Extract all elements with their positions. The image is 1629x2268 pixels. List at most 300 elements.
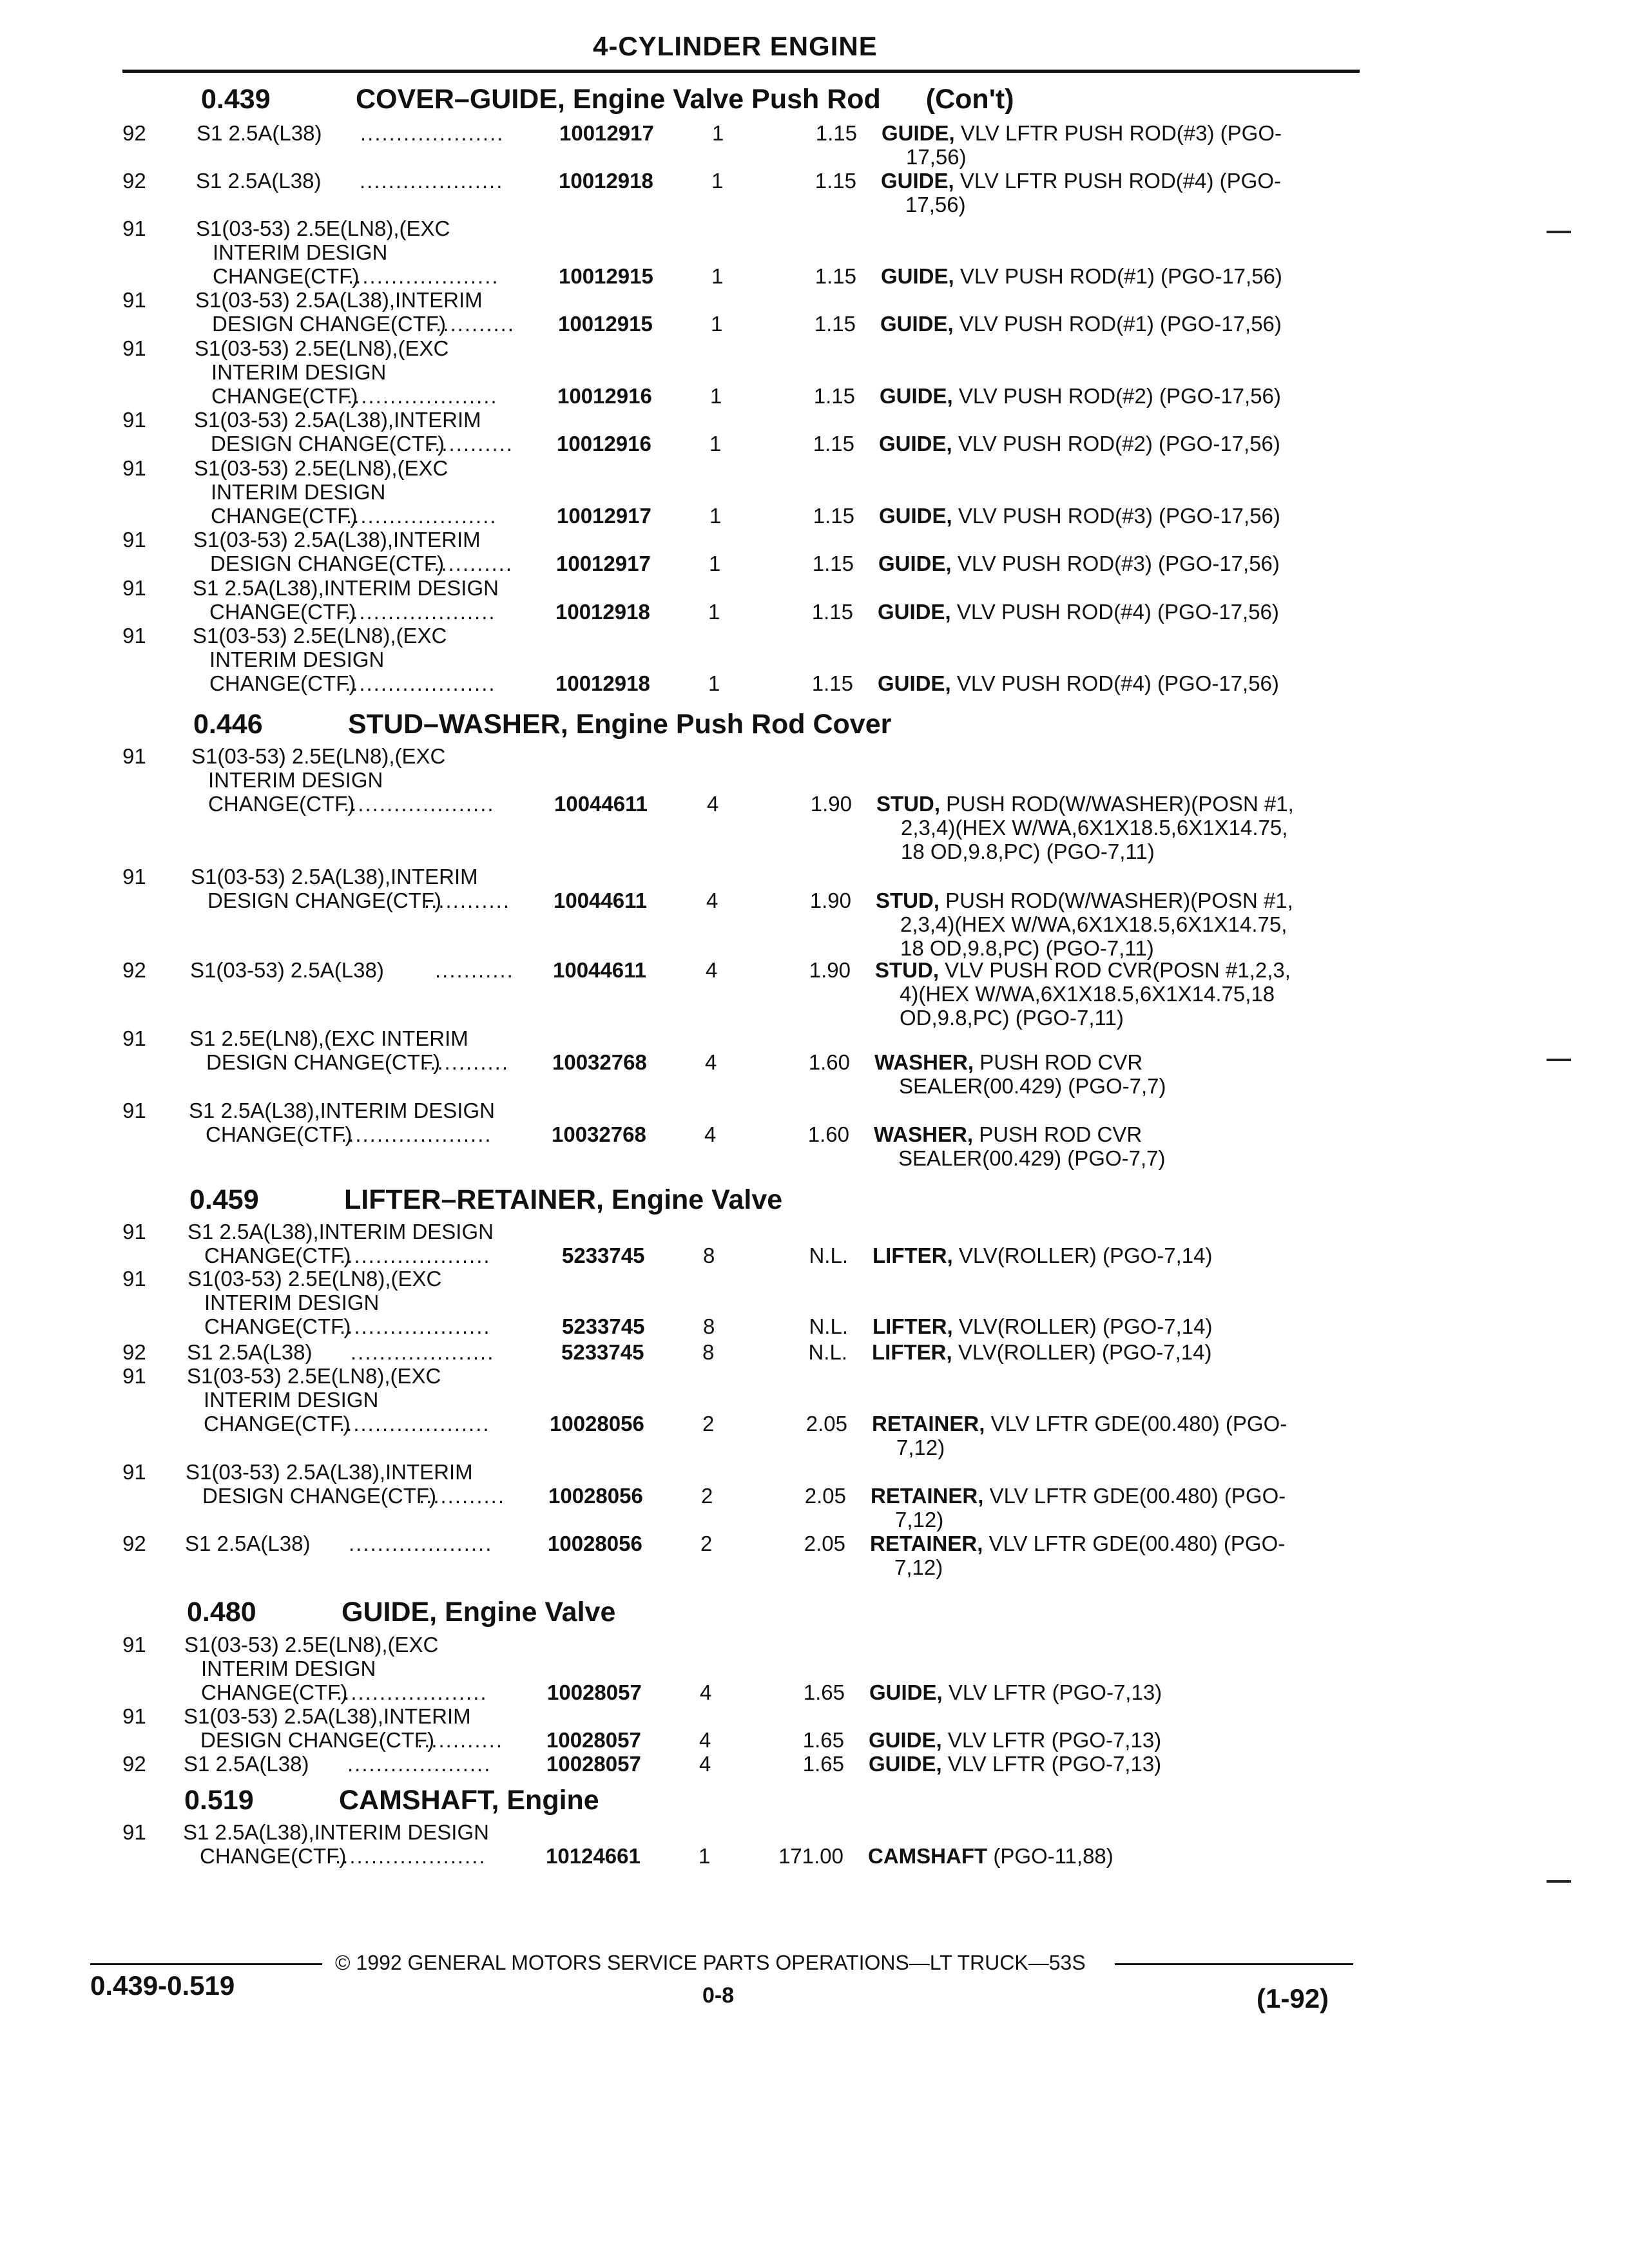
part-name: GUIDE, bbox=[878, 552, 952, 575]
footer-page-number: 0-8 bbox=[702, 1983, 735, 2008]
description-line: CHANGE(CTF) bbox=[204, 1412, 351, 1436]
part-detail: PUSH ROD(W/WASHER)(POSN #1, bbox=[945, 889, 1293, 912]
part-name: STUD, bbox=[876, 792, 940, 816]
part-description-line: SEALER(00.429) (PGO-7,7) bbox=[898, 1146, 1166, 1170]
description-line: S1 2.5A(L38),INTERIM DESIGN bbox=[189, 1099, 495, 1122]
description-line: CHANGE(CTF) bbox=[209, 671, 356, 695]
part-number: 5233745 bbox=[561, 1340, 644, 1364]
description-line: S1(03-53) 2.5A(L38),INTERIM bbox=[194, 408, 481, 432]
part-detail: VLV(ROLLER) (PGO-7,14) bbox=[958, 1314, 1213, 1338]
section-title: CAMSHAFT, Engine bbox=[339, 1785, 599, 1816]
part-description bbox=[872, 1314, 1213, 1338]
unit-price: 1.15 bbox=[815, 264, 856, 288]
part-description-line bbox=[876, 792, 1294, 816]
part-description bbox=[876, 889, 1293, 960]
part-detail: VLV LFTR (PGO-7,13) bbox=[947, 1752, 1162, 1776]
part-description bbox=[879, 504, 1280, 528]
usage-code: 91 bbox=[122, 216, 146, 240]
part-name: GUIDE, bbox=[869, 1752, 942, 1776]
application-description bbox=[196, 169, 321, 193]
part-description-line bbox=[880, 384, 1281, 408]
part-number: 10044611 bbox=[554, 889, 648, 912]
description-line: S1 2.5E(LN8),(EXC INTERIM bbox=[189, 1026, 468, 1050]
section-number: 0.459 bbox=[189, 1184, 259, 1215]
description-line: S1 2.5A(L38) bbox=[185, 1532, 311, 1555]
part-description-line bbox=[869, 1680, 1162, 1704]
part-detail: VLV PUSH ROD(#1) (PGO-17,56) bbox=[959, 312, 1282, 336]
part-detail: (PGO-11,88) bbox=[993, 1844, 1113, 1868]
part-description bbox=[869, 1680, 1162, 1704]
section-title: LIFTER–RETAINER, Engine Valve bbox=[344, 1184, 783, 1215]
part-name: GUIDE, bbox=[879, 504, 952, 528]
leader-dots: ........... bbox=[435, 958, 514, 982]
description-line: CHANGE(CTF) bbox=[211, 504, 358, 528]
usage-code: 91 bbox=[122, 1220, 146, 1244]
application-description bbox=[187, 1340, 312, 1364]
part-detail: VLV LFTR GDE(00.480) (PGO- bbox=[988, 1532, 1286, 1555]
leader-dots: ............ bbox=[429, 312, 516, 336]
part-detail: VLV PUSH ROD(#2) (PGO-17,56) bbox=[958, 384, 1281, 408]
usage-code: 91 bbox=[122, 1460, 146, 1484]
quantity: 4 bbox=[704, 1122, 717, 1146]
part-description-line bbox=[880, 312, 1282, 336]
part-description bbox=[872, 1340, 1212, 1364]
part-description-line bbox=[878, 600, 1279, 624]
part-description-line: 2,3,4)(HEX W/WA,6X1X18.5,6X1X14.75, bbox=[900, 912, 1287, 936]
quantity: 4 bbox=[699, 1728, 711, 1752]
description-line: DESIGN CHANGE(CTF) bbox=[202, 1484, 436, 1508]
unit-price: 1.15 bbox=[812, 552, 854, 575]
usage-code: 91 bbox=[122, 1364, 146, 1388]
part-description bbox=[878, 552, 1280, 575]
unit-price: 2.05 bbox=[804, 1532, 845, 1555]
description-line: S1(03-53) 2.5E(LN8),(EXC bbox=[184, 1633, 439, 1657]
part-detail: VLV LFTR PUSH ROD(#4) (PGO- bbox=[959, 169, 1281, 193]
part-description bbox=[881, 169, 1281, 216]
section-title: STUD–WASHER, Engine Push Rod Cover bbox=[348, 709, 892, 740]
leader-dots: ..................... bbox=[341, 1122, 492, 1146]
part-number: 5233745 bbox=[562, 1314, 645, 1338]
description-line: CHANGE(CTF) bbox=[204, 1244, 351, 1267]
quantity: 4 bbox=[705, 1050, 717, 1074]
unit-price: 1.15 bbox=[813, 432, 854, 456]
page-title: 4-CYLINDER ENGINE bbox=[593, 31, 878, 61]
quantity: 2 bbox=[700, 1532, 713, 1555]
leader-dots: ............ bbox=[423, 1050, 510, 1074]
description-line: S1 2.5A(L38) bbox=[187, 1340, 313, 1364]
part-number: 10012917 bbox=[556, 552, 651, 575]
part-description-line bbox=[881, 169, 1281, 193]
part-number: 10032768 bbox=[552, 1050, 647, 1074]
leader-dots: .................... bbox=[349, 1532, 493, 1555]
usage-code: 92 bbox=[122, 1532, 146, 1555]
leader-dots: ............ bbox=[419, 1484, 506, 1508]
description-line: INTERIM DESIGN bbox=[211, 480, 386, 504]
part-description bbox=[876, 792, 1294, 863]
part-detail: PUSH ROD(W/WASHER)(POSN #1, bbox=[946, 792, 1294, 816]
part-name: STUD, bbox=[875, 958, 939, 982]
description-line: S1 2.5A(L38) bbox=[184, 1752, 309, 1776]
part-detail: VLV LFTR GDE(00.480) (PGO- bbox=[989, 1484, 1286, 1508]
description-line: S1(03-53) 2.5E(LN8),(EXC bbox=[194, 456, 448, 480]
unit-price: 1.15 bbox=[814, 312, 856, 336]
leader-dots: ..................... bbox=[345, 671, 496, 695]
part-description-line bbox=[872, 1244, 1213, 1267]
leader-dots: ..................... bbox=[336, 1680, 488, 1704]
usage-code: 92 bbox=[122, 121, 146, 145]
quantity: 1 bbox=[708, 671, 720, 695]
description-line: DESIGN CHANGE(CTF) bbox=[210, 552, 444, 575]
description-line: CHANGE(CTF) bbox=[213, 264, 360, 288]
unit-price: 1.15 bbox=[813, 504, 854, 528]
part-name: LIFTER, bbox=[872, 1340, 952, 1364]
part-number: 10032768 bbox=[552, 1122, 646, 1146]
description-line: S1(03-53) 2.5A(L38),INTERIM bbox=[191, 865, 478, 889]
part-detail: VLV PUSH ROD CVR(POSN #1,2,3, bbox=[945, 958, 1291, 982]
description-line: DESIGN CHANGE(CTF) bbox=[211, 432, 445, 456]
leader-dots: ..................... bbox=[348, 264, 499, 288]
description-line: INTERIM DESIGN bbox=[208, 768, 383, 792]
part-number: 10012918 bbox=[555, 600, 650, 624]
part-name: WASHER, bbox=[874, 1122, 974, 1146]
part-number: 10012918 bbox=[555, 671, 650, 695]
part-detail: VLV(ROLLER) (PGO-7,14) bbox=[958, 1244, 1213, 1267]
application-description bbox=[184, 1752, 309, 1776]
part-name: GUIDE, bbox=[881, 264, 954, 288]
part-description-line bbox=[879, 504, 1280, 528]
description-line: S1(03-53) 2.5A(L38),INTERIM bbox=[195, 288, 483, 312]
part-description-line bbox=[869, 1752, 1161, 1776]
part-description-line: 4)(HEX W/WA,6X1X18.5,6X1X14.75,18 bbox=[900, 982, 1275, 1006]
part-number: 10028057 bbox=[546, 1728, 641, 1752]
description-line: CHANGE(CTF) bbox=[211, 384, 358, 408]
part-name: STUD, bbox=[876, 889, 940, 912]
usage-code: 91 bbox=[122, 1633, 146, 1657]
description-line: S1 2.5A(L38) bbox=[196, 169, 322, 193]
description-line: S1 2.5A(L38),INTERIM DESIGN bbox=[188, 1220, 494, 1244]
part-detail: VLV PUSH ROD(#1) (PGO-17,56) bbox=[959, 264, 1282, 288]
unit-price: 1.65 bbox=[802, 1752, 844, 1776]
description-line: INTERIM DESIGN bbox=[204, 1291, 380, 1314]
part-detail: VLV PUSH ROD(#3) (PGO-17,56) bbox=[958, 504, 1280, 528]
part-number: 10028056 bbox=[548, 1484, 643, 1508]
part-description bbox=[870, 1532, 1285, 1579]
unit-price: N.L. bbox=[809, 1244, 848, 1267]
description-line: INTERIM DESIGN bbox=[213, 240, 388, 264]
leader-dots: ..................... bbox=[339, 1412, 490, 1436]
part-description bbox=[874, 1122, 1166, 1170]
part-description-line bbox=[878, 552, 1280, 575]
part-name: GUIDE, bbox=[881, 169, 954, 193]
usage-code: 92 bbox=[122, 958, 146, 982]
part-number: 10012916 bbox=[557, 384, 652, 408]
part-number: 10012915 bbox=[558, 312, 653, 336]
part-number: 10012916 bbox=[557, 432, 651, 456]
application-description bbox=[190, 958, 384, 982]
part-name: GUIDE, bbox=[880, 384, 953, 408]
usage-code: 91 bbox=[122, 865, 146, 889]
part-detail: VLV PUSH ROD(#4) (PGO-17,56) bbox=[956, 600, 1279, 624]
leader-dots: ............ bbox=[424, 889, 511, 912]
part-description-line: 18 OD,9.8,PC) (PGO-7,11) bbox=[901, 840, 1155, 863]
unit-price: 1.60 bbox=[808, 1050, 850, 1074]
section-header bbox=[201, 84, 1014, 115]
part-description-line bbox=[870, 1532, 1285, 1555]
part-name: LIFTER, bbox=[872, 1244, 953, 1267]
quantity: 1 bbox=[710, 384, 722, 408]
unit-price: 1.60 bbox=[807, 1122, 849, 1146]
part-detail: VLV PUSH ROD(#2) (PGO-17,56) bbox=[958, 432, 1280, 456]
part-description bbox=[875, 958, 1291, 1030]
quantity: 1 bbox=[699, 1844, 711, 1868]
description-line: DESIGN CHANGE(CTF) bbox=[212, 312, 446, 336]
section-header bbox=[189, 1184, 782, 1216]
section-header bbox=[193, 709, 891, 740]
unit-price: 1.15 bbox=[813, 384, 855, 408]
quantity: 8 bbox=[703, 1314, 715, 1338]
description-line: S1(03-53) 2.5A(L38),INTERIM bbox=[193, 528, 481, 552]
part-name: RETAINER, bbox=[871, 1484, 984, 1508]
description-line: CHANGE(CTF) bbox=[201, 1680, 348, 1704]
part-description bbox=[872, 1412, 1287, 1459]
description-line: INTERIM DESIGN bbox=[209, 648, 385, 671]
usage-code: 91 bbox=[122, 456, 146, 480]
part-description-line: OD,9.8,PC) (PGO-7,11) bbox=[900, 1006, 1124, 1030]
description-line: CHANGE(CTF) bbox=[204, 1314, 351, 1338]
leader-dots: ..................... bbox=[335, 1844, 487, 1868]
quantity: 1 bbox=[709, 504, 722, 528]
description-line: S1(03-53) 2.5A(L38),INTERIM bbox=[184, 1704, 471, 1728]
section-title: GUIDE, Engine Valve bbox=[342, 1597, 616, 1628]
part-description bbox=[882, 121, 1282, 169]
quantity: 2 bbox=[701, 1484, 713, 1508]
description-line: INTERIM DESIGN bbox=[211, 360, 387, 384]
part-number: 10028056 bbox=[548, 1532, 642, 1555]
leader-dots: ..................... bbox=[340, 1244, 491, 1267]
part-name: RETAINER, bbox=[872, 1412, 985, 1436]
part-description-line: SEALER(00.429) (PGO-7,7) bbox=[899, 1074, 1166, 1098]
part-description-line: 7,12) bbox=[895, 1508, 944, 1532]
part-description-line bbox=[868, 1844, 1113, 1868]
part-detail: VLV PUSH ROD(#3) (PGO-17,56) bbox=[957, 552, 1280, 575]
part-number: 10012917 bbox=[559, 121, 654, 145]
part-description bbox=[881, 264, 1282, 288]
description-line: S1(03-53) 2.5E(LN8),(EXC bbox=[196, 216, 450, 240]
description-line: DESIGN CHANGE(CTF) bbox=[200, 1728, 434, 1752]
part-name: GUIDE, bbox=[869, 1680, 943, 1704]
quantity: 4 bbox=[706, 958, 718, 982]
description-line: S1(03-53) 2.5A(L38),INTERIM bbox=[186, 1460, 473, 1484]
description-line: CHANGE(CTF) bbox=[206, 1122, 352, 1146]
quantity: 1 bbox=[709, 552, 721, 575]
description-line: S1(03-53) 2.5E(LN8),(EXC bbox=[187, 1364, 441, 1388]
section-continued: (Con't) bbox=[925, 84, 1014, 115]
quantity: 4 bbox=[706, 889, 718, 912]
usage-code: 91 bbox=[122, 408, 146, 432]
leader-dots: ............ bbox=[427, 432, 514, 456]
part-number: 10124661 bbox=[546, 1844, 641, 1868]
leader-dots: ..................... bbox=[340, 1314, 491, 1338]
part-description-line: 18 OD,9.8,PC) (PGO-7,11) bbox=[900, 936, 1154, 960]
part-description-line: 7,12) bbox=[894, 1555, 943, 1579]
header-rule bbox=[122, 70, 1360, 73]
quantity: 1 bbox=[708, 600, 720, 624]
usage-code: 91 bbox=[122, 1267, 146, 1291]
section-title: COVER–GUIDE, Engine Valve Push Rod bbox=[356, 84, 881, 115]
footer-date: (1-92) bbox=[1257, 1983, 1329, 2013]
part-description bbox=[878, 671, 1279, 695]
part-number: 10044611 bbox=[553, 958, 647, 982]
description-line: S1(03-53) 2.5A(L38) bbox=[190, 958, 384, 982]
part-number: 10028057 bbox=[546, 1752, 641, 1776]
application-description bbox=[185, 1532, 310, 1555]
part-description bbox=[872, 1244, 1213, 1267]
part-name: GUIDE, bbox=[879, 432, 952, 456]
unit-price: 1.65 bbox=[802, 1728, 844, 1752]
part-description bbox=[869, 1752, 1161, 1776]
description-line: INTERIM DESIGN bbox=[201, 1657, 376, 1680]
usage-code: 91 bbox=[122, 1704, 146, 1728]
description-line: INTERIM DESIGN bbox=[204, 1388, 379, 1412]
usage-code: 91 bbox=[122, 288, 146, 312]
quantity: 4 bbox=[699, 1752, 711, 1776]
description-line: S1(03-53) 2.5E(LN8),(EXC bbox=[195, 336, 449, 360]
unit-price: 1.90 bbox=[810, 792, 852, 816]
part-number: 10012918 bbox=[559, 169, 653, 193]
leader-dots: .................... bbox=[351, 1340, 495, 1364]
part-description-line bbox=[871, 1484, 1286, 1508]
unit-price: 1.90 bbox=[809, 958, 851, 982]
quantity: 1 bbox=[711, 264, 724, 288]
description-line: S1(03-53) 2.5E(LN8),(EXC bbox=[193, 624, 447, 648]
unit-price: 2.05 bbox=[804, 1484, 846, 1508]
margin-mark bbox=[1547, 1059, 1571, 1061]
description-line: DESIGN CHANGE(CTF) bbox=[206, 1050, 440, 1074]
part-description bbox=[880, 384, 1281, 408]
part-number: 5233745 bbox=[562, 1244, 645, 1267]
part-description bbox=[874, 1050, 1166, 1098]
part-description-line bbox=[872, 1412, 1287, 1436]
part-detail: VLV LFTR GDE(00.480) (PGO- bbox=[990, 1412, 1287, 1436]
margin-mark bbox=[1547, 1880, 1571, 1883]
quantity: 2 bbox=[702, 1412, 715, 1436]
footer-rule-left bbox=[90, 1963, 322, 1965]
quantity: 4 bbox=[700, 1680, 712, 1704]
unit-price: 1.15 bbox=[815, 169, 856, 193]
section-header bbox=[184, 1785, 599, 1816]
section-number: 0.439 bbox=[201, 84, 271, 115]
part-name: RETAINER, bbox=[870, 1532, 983, 1555]
part-description-line bbox=[872, 1314, 1213, 1338]
usage-code: 91 bbox=[122, 624, 146, 648]
usage-code: 91 bbox=[122, 744, 146, 768]
unit-price: 1.15 bbox=[811, 600, 853, 624]
part-description-line: 17,56) bbox=[906, 145, 967, 169]
leader-dots: ..................... bbox=[343, 792, 495, 816]
part-detail: PUSH ROD CVR bbox=[979, 1050, 1143, 1074]
description-line: S1(03-53) 2.5E(LN8),(EXC bbox=[191, 744, 446, 768]
unit-price: 2.05 bbox=[805, 1412, 847, 1436]
unit-price: N.L. bbox=[809, 1314, 848, 1338]
usage-code: 92 bbox=[122, 1752, 146, 1776]
part-description-line bbox=[872, 1340, 1212, 1364]
part-number: 10028057 bbox=[547, 1680, 642, 1704]
quantity: 1 bbox=[712, 121, 724, 145]
part-number: 10012917 bbox=[557, 504, 651, 528]
section-number: 0.519 bbox=[184, 1785, 254, 1816]
section-header bbox=[187, 1597, 615, 1628]
quantity: 8 bbox=[703, 1244, 715, 1267]
part-description-line: 7,12) bbox=[896, 1436, 945, 1459]
part-description bbox=[869, 1728, 1161, 1752]
part-name: GUIDE, bbox=[878, 600, 951, 624]
part-description bbox=[880, 312, 1282, 336]
footer-section-range: 0.439-0.519 bbox=[90, 1970, 235, 2001]
description-line: CHANGE(CTF) bbox=[209, 600, 356, 624]
usage-code: 92 bbox=[122, 169, 146, 193]
description-line: CHANGE(CTF) bbox=[208, 792, 355, 816]
leader-dots: ..................... bbox=[347, 384, 498, 408]
application-description bbox=[197, 121, 322, 145]
section-number: 0.480 bbox=[187, 1597, 256, 1628]
part-description bbox=[879, 432, 1280, 456]
description-line: S1 2.5A(L38),INTERIM DESIGN bbox=[183, 1820, 489, 1844]
part-description-line bbox=[876, 889, 1293, 912]
part-detail: PUSH ROD CVR bbox=[979, 1122, 1142, 1146]
part-detail: VLV LFTR PUSH ROD(#3) (PGO- bbox=[960, 121, 1282, 145]
part-name: WASHER, bbox=[874, 1050, 974, 1074]
leader-dots: ............ bbox=[427, 552, 514, 575]
part-description bbox=[878, 600, 1279, 624]
part-description-line bbox=[878, 671, 1279, 695]
unit-price: 1.15 bbox=[815, 121, 857, 145]
quantity: 1 bbox=[711, 169, 724, 193]
footer-rule-right bbox=[1115, 1963, 1353, 1965]
part-name: CAMSHAFT bbox=[868, 1844, 988, 1868]
part-description-line: 17,56) bbox=[905, 193, 966, 216]
part-name: GUIDE, bbox=[869, 1728, 942, 1752]
part-description-line bbox=[869, 1728, 1161, 1752]
usage-code: 91 bbox=[122, 1099, 146, 1122]
part-name: GUIDE, bbox=[880, 312, 954, 336]
usage-code: 91 bbox=[122, 528, 146, 552]
unit-price: N.L. bbox=[808, 1340, 847, 1364]
unit-price: 1.15 bbox=[811, 671, 853, 695]
part-name: GUIDE, bbox=[882, 121, 955, 145]
part-description-line bbox=[875, 958, 1291, 982]
quantity: 1 bbox=[709, 432, 722, 456]
part-description-line: 2,3,4)(HEX W/WA,6X1X18.5,6X1X14.75, bbox=[901, 816, 1288, 840]
part-description bbox=[871, 1484, 1286, 1532]
part-description-line bbox=[882, 121, 1282, 145]
part-detail: VLV LFTR (PGO-7,13) bbox=[947, 1728, 1162, 1752]
part-detail: VLV PUSH ROD(#4) (PGO-17,56) bbox=[956, 671, 1279, 695]
usage-code: 91 bbox=[122, 1820, 146, 1844]
leader-dots: .................... bbox=[360, 121, 505, 145]
part-description-line bbox=[874, 1050, 1166, 1074]
usage-code: 92 bbox=[122, 1340, 146, 1364]
part-description-line bbox=[881, 264, 1282, 288]
description-line: S1 2.5A(L38) bbox=[197, 121, 322, 145]
part-name: LIFTER, bbox=[872, 1314, 953, 1338]
unit-price: 1.90 bbox=[809, 889, 851, 912]
quantity: 1 bbox=[711, 312, 723, 336]
description-line: CHANGE(CTF) bbox=[200, 1844, 347, 1868]
footer-copyright: © 1992 GENERAL MOTORS SERVICE PARTS OPERATIONS—LT TRUCK—53S bbox=[335, 1951, 1086, 1974]
part-number: 10012915 bbox=[559, 264, 653, 288]
description-line: DESIGN CHANGE(CTF) bbox=[207, 889, 441, 912]
usage-code: 91 bbox=[122, 576, 146, 600]
